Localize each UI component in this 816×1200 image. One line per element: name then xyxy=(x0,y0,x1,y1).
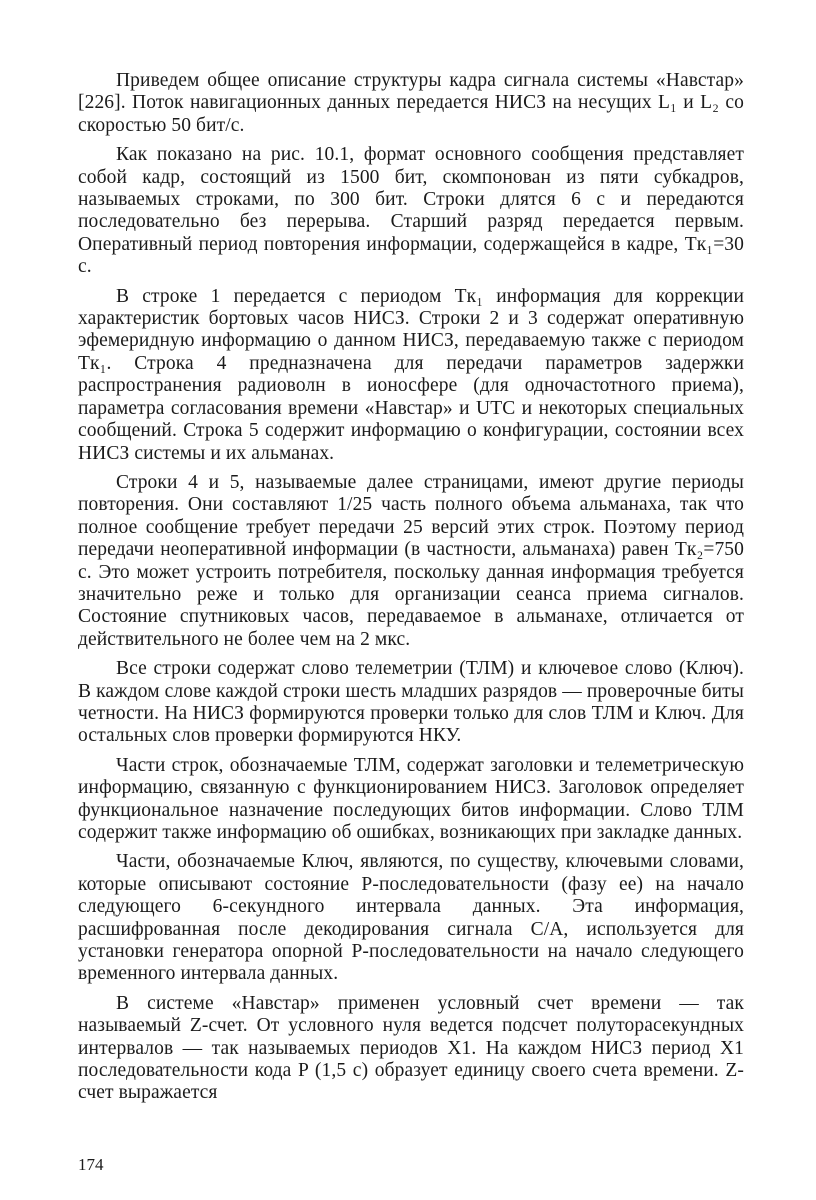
paragraph-2: Как показано на рис. 10.1, формат основного сообщения представляет собой кадр, состоящий из 1500 бит, скомпонован из пяти субкадров, называемых строками, по 300 бит. Строки длятся 6 с и передаются последовательно без перерыва. Старший разряд передается первым. Оперативный период повторения информации, содержащейся в кадре, Tк₁=30 с. xyxy=(78,144,744,278)
paragraph-5: Все строки содержат слово телеметрии (ТЛМ) и ключевое слово (Ключ). В каждом слове каждой строки шесть младших разрядов — проверочные биты четности. На НИСЗ формируются проверки только для слов ТЛМ и Ключ. Для остальных слов проверки формируются НКУ. xyxy=(78,658,744,747)
page-number: 174 xyxy=(78,1155,104,1174)
paragraph-1: Приведем общее описание структуры кадра сигнала системы «Навстар» [226]. Поток навигационных данных передается НИСЗ на несущих L₁ и L₂ со скоростью 50 бит/с. xyxy=(78,70,744,136)
paragraph-8: В системе «Навстар» применен условный счет времени — так называемый Z-счет. От условного нуля ведется подсчет полуторасекундных интервалов — так называемых периодов X1. На каждом НИСЗ период X1 последовательности кода P (1,5 с) образует единицу своего счета времени. Z-счет выражается xyxy=(78,992,744,1104)
paragraph-4: Строки 4 и 5, называемые далее страницами, имеют другие периоды повторения. Они составляют 1/25 часть полного объема альманаха, так что полное сообщение требует передачи 25 версий этих строк. Поэтому период передачи неоперативной информации (в частности, альманаха) равен Tк₂=750 с. Это может устроить потребителя, поскольку данная информация требуется значительно реже и только для организации сеанса приема сигналов. Состояние спутниковых часов, передаваемое в альманахе, отличается от действительного не более чем на 2 мкс. xyxy=(78,471,744,650)
paragraph-7: Части, обозначаемые Ключ, являются, по существу, ключевыми словами, которые описывают состояние P-последовательности (фазу ее) на начало следующего 6-секундного интервала данных. Эта информация, расшифрованная после декодирования сигнала C/A, используется для установки генератора опорной P-последовательности на начало следующего временного интервала данных. xyxy=(78,851,744,985)
paragraph-6: Части строк, обозначаемые ТЛМ, содержат заголовки и телеметрическую информацию, связанную с функционированием НИСЗ. Заголовок определяет функциональное назначение последующих битов информации. Слово ТЛМ содержит также информацию об ошибках, возникающих при закладке данных. xyxy=(78,754,744,843)
paragraph-3: В строке 1 передается с периодом Tк₁ информация для коррекции характеристик бортовых часов НИСЗ. Строки 2 и 3 содержат оперативную эфемеридную информацию о данном НИСЗ, передаваемую также с периодом Tк₁. Строка 4 предназначена для передачи параметров задержки распространения радиоволн в ионосфере (для одночастотного приема), параметра согласования времени «Навстар» и UTC и некоторых специальных сообщений. Строка 5 содержит информацию о конфигурации, состоянии всех НИСЗ системы и их альманах. xyxy=(78,285,744,464)
page-body xyxy=(78,70,744,1112)
